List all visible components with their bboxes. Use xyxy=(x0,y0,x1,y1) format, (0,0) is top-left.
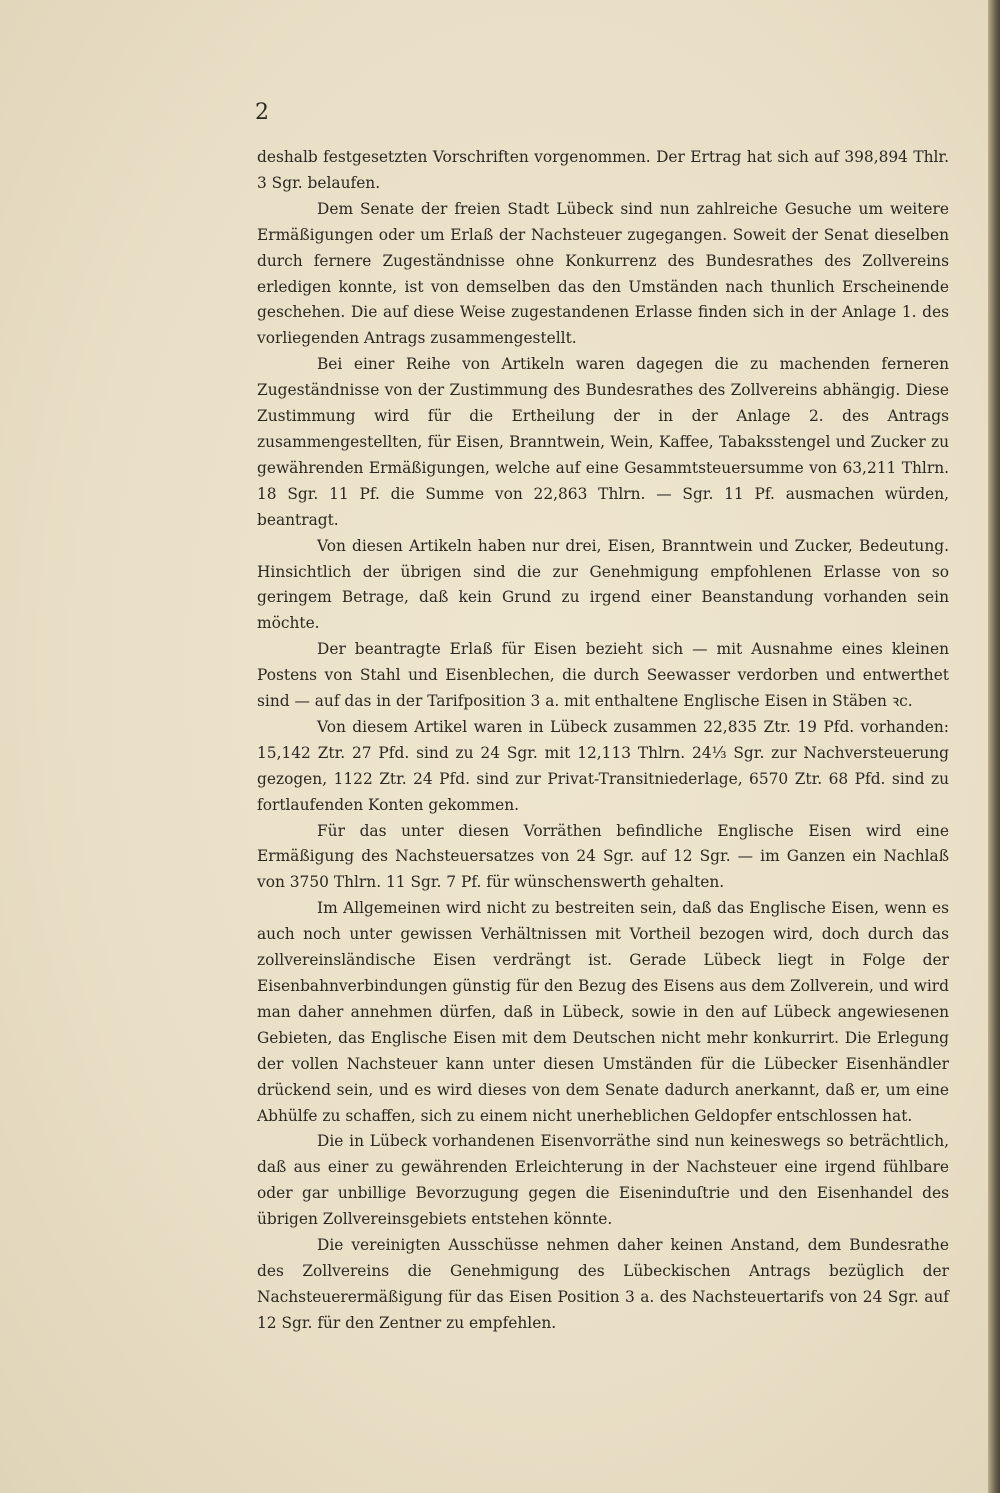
paragraph: deshalb festgesetzten Vorschriften vorgenommen. Der Ertrag hat sich auf 398,894 Thlr. 3 Sgr. belaufen. xyxy=(257,148,949,192)
body-text xyxy=(257,145,949,1337)
paragraph: Von diesem Artikel waren in Lübeck zusammen 22,835 Ztr. 19 Pfd. vorhanden: 15,142 Ztr. 27 Pfd. sind zu 24 Sgr. mit 12,113 Thlrn. 24⅓ Sgr. zur Nachversteuerung gezogen, 1122 Ztr. 24 Pfd. sind zur Privat-Transitniederlage, 6570 Ztr. 68 Pfd. sind zu fortlaufenden Konten gekommen. xyxy=(257,717,949,814)
paragraph: Dem Senate der freien Stadt Lübeck sind nun zahlreiche Gesuche um weitere Ermäßigungen oder um Erlaß der Nachsteuer zugegangen. Soweit der Senat dieselben durch fernere Zugeständnisse ohne Konkurrenz des Bundesrathes des Zollvereins erledigen konnte, ist von demselben das den Umständen nach thunlich Erscheinende geschehen. Die auf diese Weise zugestandenen Erlasse finden sich in der Anlage 1. des vorliegenden Antrags zusammengestellt. xyxy=(257,199,949,348)
page-edge-shadow xyxy=(988,0,1000,1493)
paragraph: Für das unter diesen Vorräthen befindliche Englische Eisen wird eine Ermäßigung des Nachsteuersatzes von 24 Sgr. auf 12 Sgr. — im Ganzen ein Nachlaß von 3750 Thlrn. 11 Sgr. 7 Pf. für wünschenswerth gehalten. xyxy=(257,821,949,892)
paragraph: Im Allgemeinen wird nicht zu bestreiten sein, daß das Englische Eisen, wenn es auch noch unter gewissen Verhältnissen mit Vortheil bezogen wird, doch durch das zollvereinsländische Eisen verdrängt ist. Gerade Lübeck liegt in Folge der Eisenbahnverbindungen günstig für den Bezug des Eisens aus dem Zollverein, und wird man daher annehmen dürfen, daß in Lübeck, sowie in den auf Lübeck angewiesenen Gebieten, das Englische Eisen mit dem Deutschen nicht mehr konkurrirt. Die Erlegung der vollen Nachsteuer kann unter diesen Umständen für die Lübecker Eisenhändler drückend sein, und es wird dieses von dem Senate dadurch anerkannt, daß er, um eine Abhülfe zu schaffen, sich zu einem nicht unerheblichen Geldopfer entschlossen hat. xyxy=(257,899,949,1125)
paragraph: Die vereinigten Ausschüsse nehmen daher keinen Anstand, dem Bundesrathe des Zollvereins die Genehmigung des Lübeckischen Antrags bezüglich der Nachsteuerermäßigung für das Eisen Position 3 a. des Nachsteuertarifs von 24 Sgr. auf 12 Sgr. für den Zentner zu empfehlen. xyxy=(257,1236,949,1332)
paragraph: Die in Lübeck vorhandenen Eisenvorräthe sind nun keineswegs so beträchtlich, daß aus einer zu gewährenden Erleichterung in der Nachsteuer eine irgend fühlbare oder gar unbillige Bevorzugung gegen die Eiseninduſtrie und den Eisenhandel des übrigen Zollvereinsgebiets entstehen könnte. xyxy=(257,1132,949,1229)
page-number: 2 xyxy=(255,100,269,125)
paragraph: Der beantragte Erlaß für Eisen bezieht sich — mit Ausnahme eines kleinen Postens von Stahl und Eisenblechen, die durch Seewasser verdorben und entwerthet sind — auf das in der Tarifposition 3 a. mit enthaltene Englische Eisen in Stäben ꝛc. xyxy=(257,640,949,711)
paragraph: Von diesen Artikeln haben nur drei, Eisen, Branntwein und Zucker, Bedeutung. Hinsichtlich der übrigen sind die zur Genehmigung empfohlenen Erlasse von so geringem Betrage, daß kein Grund zu irgend einer Beanstandung vorhanden sein möchte. xyxy=(257,536,949,633)
paragraph: Bei einer Reihe von Artikeln waren dagegen die zu machenden ferneren Zugeständnisse von der Zustimmung des Bundesrathes des Zollvereins abhängig. Diese Zustimmung wird für die Ertheilung der in der Anlage 2. des Antrags zusammengestellten, für Eisen, Branntwein, Wein, Kaffee, Tabaksstengel und Zucker zu gewährenden Ermäßigungen, welche auf eine Gesammtsteuersumme von 63,211 Thlrn. 18 Sgr. 11 Pf. die Summe von 22,863 Thlrn. — Sgr. 11 Pf. ausmachen würden, beantragt. xyxy=(257,355,949,529)
